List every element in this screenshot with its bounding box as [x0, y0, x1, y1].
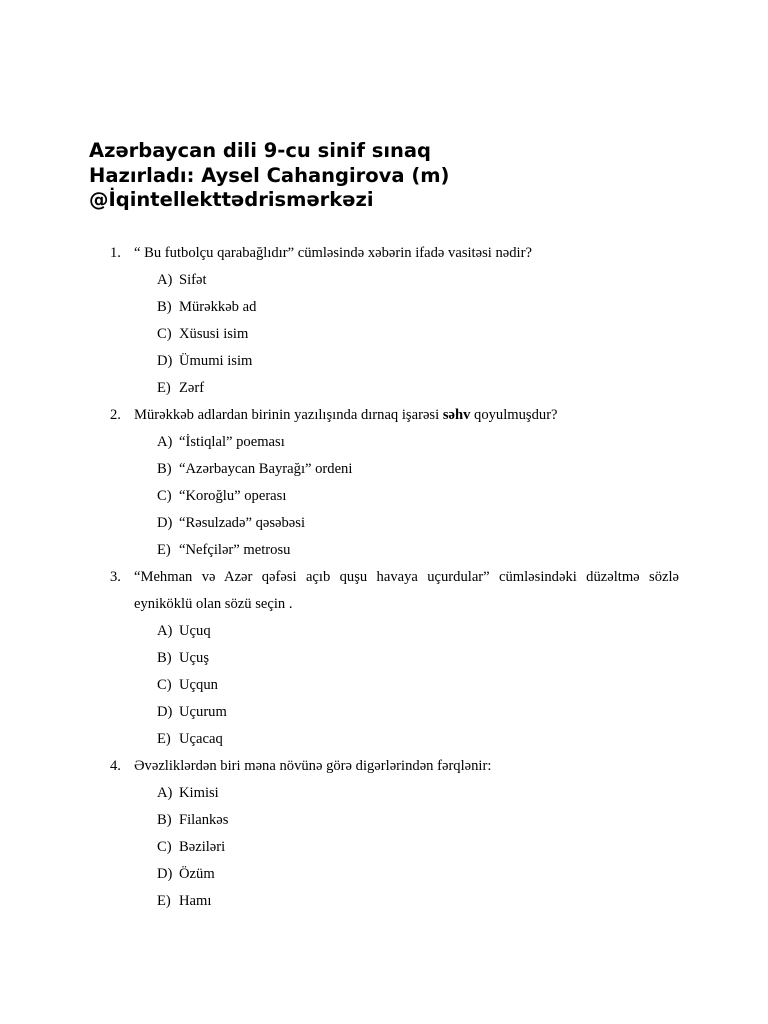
- answer-option-c: [0, 483, 768, 510]
- question-stem: [0, 240, 679, 267]
- question-text: “Mehman və Azər qəfəsi açıb quşu havaya uçurdular” cümləsindəki düzəltmə sözlə: [134, 569, 679, 585]
- option-letter: C): [157, 677, 172, 693]
- option-text: “Nefçilər” metrosu: [179, 542, 291, 558]
- option-text: Mürəkkəb ad: [179, 299, 257, 315]
- option-text: Uçqun: [179, 677, 218, 693]
- answer-option-e: [0, 537, 768, 564]
- option-letter: C): [157, 488, 172, 504]
- option-letter: A): [157, 623, 173, 639]
- option-text: Filankəs: [179, 812, 229, 828]
- question-stem: [0, 753, 679, 780]
- option-text: Zərf: [179, 380, 205, 396]
- question-number: 4.: [110, 758, 121, 774]
- question-text-continued: eyniköklü olan sözü seçin .: [134, 596, 293, 612]
- question-1: [0, 240, 768, 402]
- question-text-start: Mürəkkəb adlardan birinin yazılışında dırnaq işarəsi: [134, 407, 443, 423]
- option-text: “Rəsulzadə” qəsəbəsi: [179, 515, 306, 531]
- answer-option-a: [0, 267, 768, 294]
- option-letter: B): [157, 299, 172, 315]
- answer-option-c: [0, 672, 768, 699]
- answer-option-e: [0, 726, 768, 753]
- answer-option-b: [0, 294, 768, 321]
- question-2: [0, 402, 768, 564]
- answer-option-a: [0, 429, 768, 456]
- option-letter: A): [157, 434, 173, 450]
- option-text: Uçurum: [179, 704, 227, 720]
- answer-option-a: [0, 780, 768, 807]
- option-text: Ümumi isim: [179, 353, 253, 369]
- answer-option-c: [0, 834, 768, 861]
- option-letter: D): [157, 704, 173, 720]
- answer-option-d: [0, 510, 768, 537]
- option-text: Uçuş: [179, 650, 209, 666]
- option-letter: B): [157, 812, 172, 828]
- header-title-line: [89, 139, 689, 164]
- question-text: Əvəzliklərdən biri məna növünə görə digərlərindən fərqlənir:: [134, 758, 492, 774]
- option-letter: D): [157, 515, 173, 531]
- answer-options: [0, 429, 768, 564]
- option-letter: A): [157, 785, 173, 801]
- question-3: [0, 564, 768, 753]
- answer-option-b: [0, 645, 768, 672]
- option-text: Uçuq: [179, 623, 211, 639]
- answer-option-d: [0, 348, 768, 375]
- question-number: 2.: [110, 407, 121, 423]
- option-letter: E): [157, 380, 171, 396]
- answer-option-b: [0, 807, 768, 834]
- emphasized-word: səhv: [442, 407, 471, 423]
- answer-options: [0, 267, 768, 402]
- document-header: [89, 139, 689, 213]
- question-text: “ Bu futbolçu qarabağlıdır” cümləsində xəbərin ifadə vasitəsi nədir?: [134, 245, 532, 261]
- option-text: “İstiqlal” poeması: [179, 434, 285, 450]
- header-author: Hazırladı: Aysel Cahangirova (m): [89, 163, 450, 187]
- option-text: Özüm: [179, 866, 215, 882]
- question-text: [134, 402, 679, 429]
- question-number: 1.: [110, 245, 121, 261]
- option-text: “Azərbaycan Bayrağı” ordeni: [179, 461, 353, 477]
- header-handle: @İqintellekttədrismərkəzi: [89, 188, 374, 211]
- header-title: Azərbaycan dili 9-cu sinif sınaq: [89, 139, 432, 162]
- option-text: Uçacaq: [179, 731, 223, 747]
- option-letter: C): [157, 839, 172, 855]
- option-letter: E): [157, 731, 171, 747]
- answer-option-d: [0, 699, 768, 726]
- answer-options: [0, 618, 768, 753]
- question-stem: [0, 402, 679, 429]
- option-text: “Koroğlu” operası: [179, 488, 287, 504]
- answer-options: [0, 780, 768, 915]
- answer-option-a: [0, 618, 768, 645]
- option-text: Xüsusi isim: [179, 326, 249, 342]
- option-letter: D): [157, 353, 173, 369]
- option-text: Sifət: [179, 272, 207, 288]
- question-list: [0, 240, 768, 915]
- option-text: Kimisi: [179, 785, 219, 801]
- option-letter: B): [157, 461, 172, 477]
- option-letter: C): [157, 326, 172, 342]
- option-letter: A): [157, 272, 173, 288]
- answer-option-e: [0, 888, 768, 915]
- answer-option-c: [0, 321, 768, 348]
- option-letter: E): [157, 893, 171, 909]
- question-stem: [0, 564, 679, 591]
- question-text-end: qoyulmuşdur?: [470, 407, 558, 423]
- answer-option-d: [0, 861, 768, 888]
- option-letter: B): [157, 650, 172, 666]
- option-text: Bəziləri: [179, 839, 226, 855]
- answer-option-e: [0, 375, 768, 402]
- option-letter: E): [157, 542, 171, 558]
- option-text: Hamı: [179, 893, 212, 909]
- question-4: [0, 753, 768, 915]
- answer-option-b: [0, 456, 768, 483]
- option-letter: D): [157, 866, 173, 882]
- question-number: 3.: [110, 569, 121, 585]
